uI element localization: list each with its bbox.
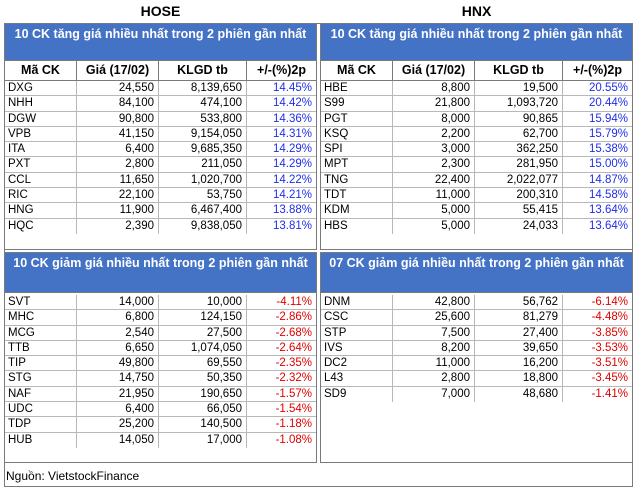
col-header-price: Giá (17/02) xyxy=(393,61,475,80)
table-outer-border xyxy=(4,23,633,487)
avg-volume: 6,467,400 xyxy=(159,203,247,217)
change-pct: 14.29% xyxy=(272,158,312,171)
price: 42,800 xyxy=(393,295,475,309)
change-pct: -2.68% xyxy=(275,326,312,339)
price: 14,750 xyxy=(77,371,159,385)
stock-code: KSQ xyxy=(321,127,393,141)
change-pct: -6.14% xyxy=(591,296,628,308)
col-header-code: Mã CK xyxy=(321,61,393,80)
col-header-change: +/-(%)2p xyxy=(573,63,622,77)
avg-volume: 19,500 xyxy=(475,81,563,95)
avg-volume: 27,500 xyxy=(159,326,247,340)
stock-code: HBS xyxy=(321,219,393,234)
stock-code: HBE xyxy=(321,81,393,95)
price: 41,150 xyxy=(77,127,159,141)
avg-volume: 1,020,700 xyxy=(159,173,247,187)
avg-volume: 17,000 xyxy=(159,433,247,448)
stock-code: S99 xyxy=(321,96,393,110)
avg-volume: 16,200 xyxy=(475,356,563,370)
avg-volume: 10,000 xyxy=(159,295,247,309)
stock-code: CCL xyxy=(5,173,77,187)
avg-volume: 50,350 xyxy=(159,371,247,385)
price: 8,000 xyxy=(393,112,475,126)
change-pct: -1.18% xyxy=(275,418,312,431)
price: 8,800 xyxy=(393,81,475,95)
avg-volume: 9,838,050 xyxy=(159,219,247,234)
avg-volume: 18,800 xyxy=(475,371,563,385)
hose-gainers-heading: 10 CK tăng giá nhiều nhất trong 2 phiên gần nhất xyxy=(5,24,316,61)
price: 2,800 xyxy=(77,157,159,171)
price: 14,000 xyxy=(77,295,159,309)
avg-volume: 90,865 xyxy=(475,112,563,126)
hnx-losers-heading: 07 CK giảm giá nhiều nhất trong 2 phiên gần nhất xyxy=(321,253,632,293)
stock-code: KDM xyxy=(321,203,393,217)
price: 14,050 xyxy=(77,433,159,448)
price: 2,800 xyxy=(393,371,475,385)
avg-volume: 24,033 xyxy=(475,219,563,234)
stock-code: IVS xyxy=(321,341,393,355)
stock-code: PGT xyxy=(321,112,393,126)
price: 2,390 xyxy=(77,219,159,234)
stock-code: UDC xyxy=(5,402,77,416)
price: 90,800 xyxy=(77,112,159,126)
change-pct: -3.85% xyxy=(591,326,628,339)
stock-code: TTB xyxy=(5,341,77,355)
price: 11,000 xyxy=(393,356,475,370)
avg-volume: 1,074,050 xyxy=(159,341,247,355)
avg-volume: 62,700 xyxy=(475,127,563,141)
avg-volume: 81,279 xyxy=(475,310,563,324)
hnx-gainers-heading: 10 CK tăng giá nhiều nhất trong 2 phiên gần nhất xyxy=(321,24,632,61)
stock-code: TNG xyxy=(321,173,393,187)
price: 2,540 xyxy=(77,326,159,340)
avg-volume: 200,310 xyxy=(475,188,563,202)
col-header-volume: KLGD tb xyxy=(159,61,247,80)
avg-volume: 66,050 xyxy=(159,402,247,416)
stock-code: TIP xyxy=(5,356,77,370)
stock-code: SPI xyxy=(321,142,393,156)
col-header-code: Mã CK xyxy=(5,61,77,80)
stock-code: SVT xyxy=(5,295,77,309)
stock-code: RIC xyxy=(5,188,77,202)
col-header-price: Giá (17/02) xyxy=(77,61,159,80)
stock-code: DXG xyxy=(5,81,77,95)
change-pct: 14.45% xyxy=(272,82,312,94)
stock-code: MPT xyxy=(321,157,393,171)
change-pct: 15.00% xyxy=(588,158,628,171)
stock-code: HUB xyxy=(5,433,77,448)
avg-volume: 474,100 xyxy=(159,96,247,110)
change-pct: 14.87% xyxy=(588,173,628,186)
change-pct: 14.42% xyxy=(272,97,312,110)
change-pct: -2.64% xyxy=(275,341,312,354)
change-pct: 14.21% xyxy=(272,189,312,202)
avg-volume: 69,550 xyxy=(159,356,247,370)
change-pct: -3.45% xyxy=(591,372,628,385)
change-pct: 15.79% xyxy=(588,127,628,140)
change-pct: 15.94% xyxy=(588,112,628,125)
stock-code: STG xyxy=(5,371,77,385)
avg-volume: 140,500 xyxy=(159,417,247,431)
change-pct: -1.57% xyxy=(275,387,312,400)
change-pct: -4.11% xyxy=(276,296,312,308)
change-pct: -1.41% xyxy=(591,387,628,400)
avg-volume: 124,150 xyxy=(159,310,247,324)
price: 49,800 xyxy=(77,356,159,370)
price: 7,500 xyxy=(393,326,475,340)
change-pct: 14.29% xyxy=(272,143,312,156)
avg-volume: 8,139,650 xyxy=(159,81,247,95)
price: 2,200 xyxy=(393,127,475,141)
hnx-title: HNX xyxy=(461,3,492,19)
stock-code: PXT xyxy=(5,157,77,171)
avg-volume: 56,762 xyxy=(475,295,563,309)
change-pct: -4.48% xyxy=(591,311,628,324)
avg-volume: 533,800 xyxy=(159,112,247,126)
change-pct: 13.88% xyxy=(272,204,312,217)
source-note: Nguồn: VietstockFinance xyxy=(6,469,140,483)
stock-code: TDP xyxy=(5,417,77,431)
avg-volume: 9,685,350 xyxy=(159,142,247,156)
stock-code: DNM xyxy=(321,295,393,309)
price: 22,100 xyxy=(77,188,159,202)
avg-volume: 211,050 xyxy=(159,157,247,171)
price: 6,400 xyxy=(77,402,159,416)
avg-volume: 55,415 xyxy=(475,203,563,217)
price: 3,000 xyxy=(393,142,475,156)
avg-volume: 53,750 xyxy=(159,188,247,202)
stock-code: DGW xyxy=(5,112,77,126)
stock-code: SD9 xyxy=(321,387,393,402)
price: 11,900 xyxy=(77,203,159,217)
price: 6,800 xyxy=(77,310,159,324)
price: 6,400 xyxy=(77,142,159,156)
change-pct: 15.38% xyxy=(588,143,628,156)
stock-code: DC2 xyxy=(321,356,393,370)
avg-volume: 27,400 xyxy=(475,326,563,340)
change-pct: 13.81% xyxy=(272,219,312,232)
change-pct: -2.86% xyxy=(275,311,312,324)
change-pct: -3.51% xyxy=(591,357,628,370)
change-pct: 13.64% xyxy=(588,219,628,232)
stock-code: CSC xyxy=(321,310,393,324)
stock-code: HNG xyxy=(5,203,77,217)
change-pct: -1.08% xyxy=(275,433,312,446)
change-pct: 20.55% xyxy=(588,82,628,94)
change-pct: -1.54% xyxy=(275,403,312,416)
price: 21,950 xyxy=(77,387,159,401)
avg-volume: 281,950 xyxy=(475,157,563,171)
avg-volume: 39,650 xyxy=(475,341,563,355)
stock-code: STP xyxy=(321,326,393,340)
stock-code: VPB xyxy=(5,127,77,141)
price: 6,650 xyxy=(77,341,159,355)
price: 8,200 xyxy=(393,341,475,355)
change-pct: -3.53% xyxy=(591,341,628,354)
avg-volume: 362,250 xyxy=(475,142,563,156)
stock-code: MCG xyxy=(5,326,77,340)
stock-code: MHC xyxy=(5,310,77,324)
price: 7,000 xyxy=(393,387,475,402)
change-pct: 14.58% xyxy=(588,189,628,202)
avg-volume: 190,650 xyxy=(159,387,247,401)
change-pct: 13.64% xyxy=(588,204,628,217)
price: 2,300 xyxy=(393,157,475,171)
price: 25,600 xyxy=(393,310,475,324)
price: 5,000 xyxy=(393,203,475,217)
stock-code: NAF xyxy=(5,387,77,401)
stock-code: ITA xyxy=(5,142,77,156)
stock-code: NHH xyxy=(5,96,77,110)
change-pct: 20.44% xyxy=(588,97,628,110)
col-header-volume: KLGD tb xyxy=(475,61,563,80)
avg-volume: 1,093,720 xyxy=(475,96,563,110)
col-header-change: +/-(%)2p xyxy=(257,63,306,77)
avg-volume: 48,680 xyxy=(475,387,563,402)
price: 84,100 xyxy=(77,96,159,110)
price: 5,000 xyxy=(393,219,475,234)
stock-code: L43 xyxy=(321,371,393,385)
change-pct: 14.36% xyxy=(272,112,312,125)
avg-volume: 9,154,050 xyxy=(159,127,247,141)
hose-title: HOSE xyxy=(140,3,181,19)
stock-code: TDT xyxy=(321,188,393,202)
change-pct: 14.22% xyxy=(272,173,312,186)
price: 21,800 xyxy=(393,96,475,110)
price: 11,650 xyxy=(77,173,159,187)
price: 22,400 xyxy=(393,173,475,187)
change-pct: 14.31% xyxy=(272,127,312,140)
avg-volume: 2,022,077 xyxy=(475,173,563,187)
stock-code: HQC xyxy=(5,219,77,234)
price: 24,550 xyxy=(77,81,159,95)
price: 25,200 xyxy=(77,417,159,431)
price: 11,000 xyxy=(393,188,475,202)
change-pct: -2.32% xyxy=(275,372,312,385)
hose-losers-heading: 10 CK giảm giá nhiều nhất trong 2 phiên gần nhất xyxy=(5,253,316,293)
change-pct: -2.35% xyxy=(275,357,312,370)
